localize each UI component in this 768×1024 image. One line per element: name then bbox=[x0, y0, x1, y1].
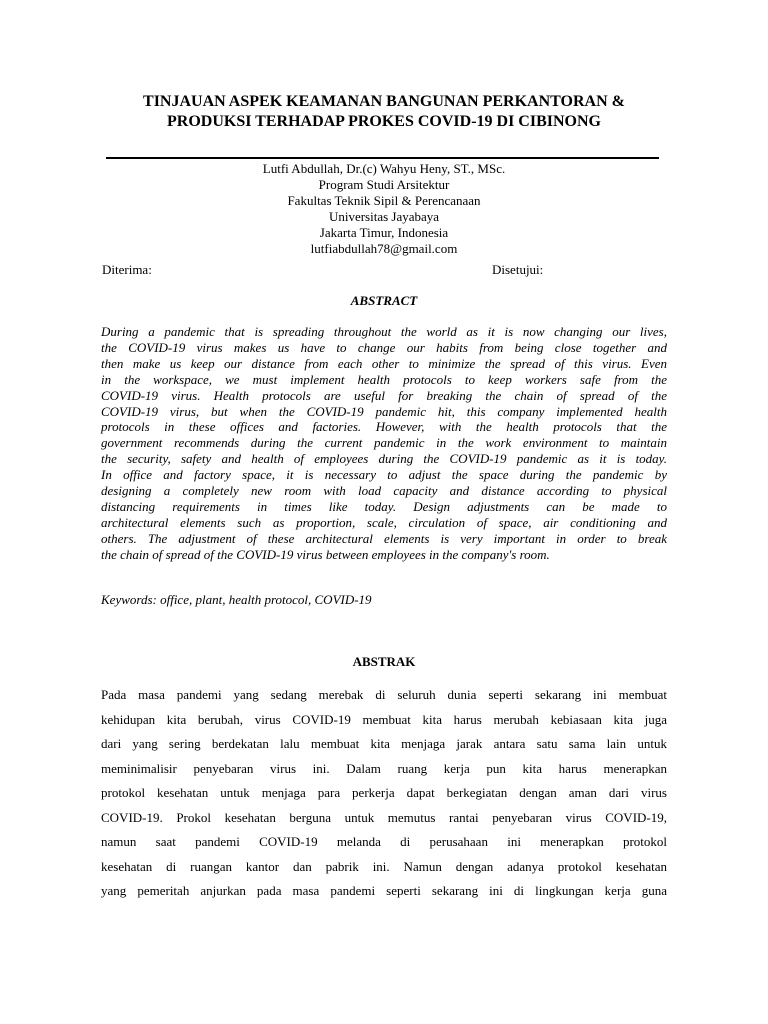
abstract-line: COVID-19 virus. Health protocols are useful for breaking the chain of spread of the bbox=[101, 387, 667, 403]
title-divider bbox=[106, 157, 659, 159]
location: Jakarta Timur, Indonesia bbox=[319, 225, 449, 240]
abstract-line: COVID-19 virus, but when the COVID-19 pandemic hit, this company implemented health bbox=[101, 403, 667, 419]
university: Universitas Jayabaya bbox=[328, 209, 440, 224]
abstrak-line: COVID-19. Prokol kesehatan berguna untuk memutus rantai penyebaran virus COVID-19, bbox=[101, 809, 667, 825]
abstract-line: the security, safety and health of employees during the COVID-19 pandemic as it is today. bbox=[101, 451, 667, 467]
abstract-line: others. The adjustment of these architectural elements is very important in order to break bbox=[101, 530, 667, 546]
abstract-line: the chain of spread of the COVID-19 virus between employees in the company's room. bbox=[101, 546, 550, 562]
approved-label: Disetujui: bbox=[492, 262, 544, 277]
abstract-line: then make us keep our distance from each other to minimize the spread of this virus. Even bbox=[101, 355, 667, 371]
email: lutfiabdullah78@gmail.com bbox=[310, 241, 458, 256]
abstract-line: architectural elements such as proportion, scale, circulation of space, air conditioning and bbox=[101, 514, 667, 530]
abstrak-line: yang pemeritah anjurkan pada masa pandemi seperti sekarang ini di lingkungan kerja guna bbox=[101, 883, 667, 898]
keywords: Keywords: office, plant, health protocol, COVID-19 bbox=[101, 592, 372, 607]
abstrak-line: kehidupan kita berubah, virus COVID-19 membuat kita harus merubah kebiasaan kita juga bbox=[101, 711, 667, 727]
received-label: Diterima: bbox=[102, 262, 152, 277]
abstrak-line: Pada masa pandemi yang sedang merebak di seluruh dunia seperti sekarang ini membuat bbox=[101, 687, 667, 702]
abstract-line: In office and factory space, it is necessary to adjust the space during the pandemic by bbox=[101, 467, 667, 483]
abstrak-line: protokol kesehatan untuk menjaga para perkerja dapat berkegiatan dengan aman dari virus bbox=[101, 785, 667, 800]
faculty: Fakultas Teknik Sipil & Perencanaan bbox=[287, 193, 481, 208]
abstract-line: designing a completely new room with load capacity and distance according to physical bbox=[101, 483, 667, 499]
program: Program Studi Arsitektur bbox=[318, 177, 450, 192]
paper-title bbox=[100, 92, 668, 132]
abstract-line: in the workspace, we must implement health protocols to keep workers safe from the bbox=[101, 371, 667, 387]
title-line-1: TINJAUAN ASPEK KEAMANAN BANGUNAN PERKANTORAN & bbox=[143, 93, 625, 110]
abstract-line: government recommends during the current pandemic in the work environment to maintain bbox=[101, 435, 667, 451]
abstrak-line: kesehatan di ruangan kantor dan pabrik ini. Namun dengan adanya protokol kesehatan bbox=[101, 858, 667, 874]
abstract-body bbox=[101, 324, 667, 563]
abstrak-line: meminimalisir penyebaran virus ini. Dalam ruang kerja pun kita harus menerapkan bbox=[101, 760, 667, 776]
abstrak-line: dari yang sering berdekatan lalu membuat kita menjaga jarak antara satu sama lain untuk bbox=[101, 736, 667, 751]
authors: Lutfi Abdullah, Dr.(c) Wahyu Heny, ST., MSc. bbox=[262, 161, 506, 176]
abstrak-heading: ABSTRAK bbox=[352, 654, 416, 669]
abstract-line: distancing requirements in times like today. Design adjustments can be made to bbox=[101, 498, 667, 514]
abstrak-line: namun saat pandemi COVID-19 melanda di perusahaan ini menerapkan protokol bbox=[101, 834, 667, 849]
abstract-line: protocols in these offices and factories. However, with the health protocols that the bbox=[101, 419, 667, 435]
abstract-line: the COVID-19 virus makes us have to change our habits from being close together and bbox=[101, 339, 667, 355]
author-block bbox=[150, 161, 618, 257]
title-line-2: PRODUKSI TERHADAP PROKES COVID-19 DI CIBINONG bbox=[167, 113, 601, 130]
abstract-line: During a pandemic that is spreading throughout the world as it is now changing our lives, bbox=[101, 324, 667, 339]
abstract-heading: ABSTRACT bbox=[350, 293, 418, 308]
abstrak-body bbox=[101, 683, 667, 904]
